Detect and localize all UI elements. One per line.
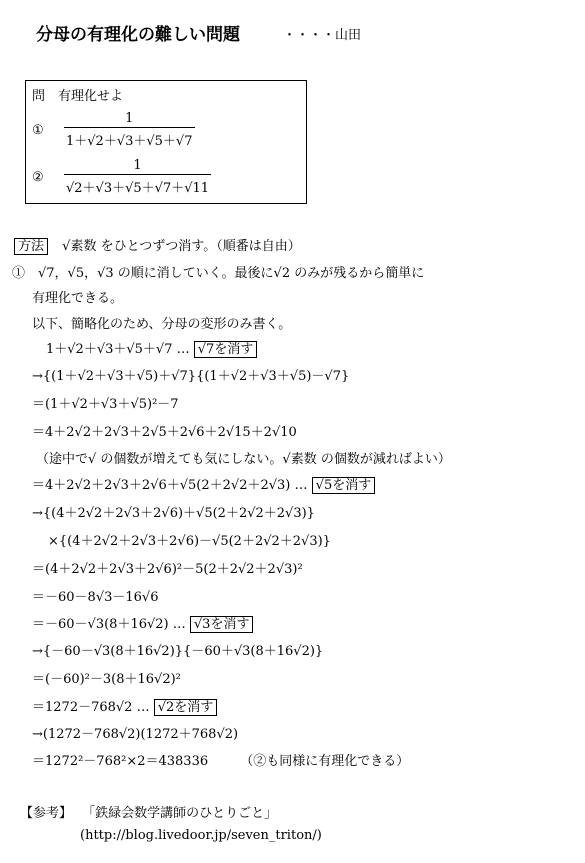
fraction-1 bbox=[64, 111, 195, 149]
question-box bbox=[25, 80, 307, 204]
item1-label: ① bbox=[32, 123, 44, 138]
step-15-note: （②も同様に有理化できる） bbox=[240, 754, 410, 769]
step-15 bbox=[32, 750, 409, 769]
step-10-expression: ＝－60－√3(8＋16√2) … bbox=[32, 617, 186, 632]
method-label: 方法 bbox=[14, 238, 48, 255]
question-heading: 問 有理化せよ bbox=[32, 89, 124, 104]
fraction-1-numerator: 1 bbox=[125, 111, 134, 126]
step-10 bbox=[32, 613, 253, 632]
step-3: ＝(1＋√2＋√3＋√5)²－7 bbox=[32, 397, 179, 412]
step-5-tag: √5を消す bbox=[312, 477, 376, 494]
step-7: ×{(4＋2√2＋2√3＋2√6)－√5(2＋2√2＋2√3)} bbox=[48, 534, 331, 549]
step-9: ＝－60－8√3－16√6 bbox=[32, 590, 159, 605]
fraction-2-denominator: √2＋√3＋√5＋√7＋√11 bbox=[64, 174, 211, 196]
solution-line-2: 有理化できる。 bbox=[32, 291, 124, 306]
step-5 bbox=[32, 474, 375, 493]
step-13-expression: ＝1272－768√2 … bbox=[32, 700, 150, 715]
step-14: →(1272－768√2)(1272＋768√2) bbox=[32, 727, 239, 742]
step-2: →{(1＋√2＋√3＋√5)＋√7}{(1＋√2＋√3＋√5)－√7} bbox=[32, 369, 350, 384]
step-15-expression: ＝1272²－768²×2＝438336 bbox=[32, 754, 209, 769]
step-11: →{－60－√3(8＋16√2)}{－60＋√3(8＋16√2)} bbox=[32, 644, 324, 659]
author-name: ・・・・山田 bbox=[283, 28, 362, 43]
fraction-2-numerator: 1 bbox=[133, 158, 142, 173]
solution-line-3: 以下、簡略化のため、分母の変形のみ書く。 bbox=[32, 317, 292, 332]
step-6: →{(4＋2√2＋2√3＋2√6)＋√5(2＋2√2＋2√3)} bbox=[32, 506, 315, 521]
step-1-tag: √7を消す bbox=[194, 341, 258, 358]
step-4: ＝4＋2√2＋2√3＋2√5＋2√6＋2√15＋2√10 bbox=[32, 425, 297, 440]
step-1 bbox=[46, 338, 257, 357]
reference-label: 【参考】 bbox=[20, 806, 73, 821]
item2-label: ② bbox=[32, 170, 44, 185]
step-8: ＝(4＋2√2＋2√3＋2√6)²－5(2＋2√2＋2√3)² bbox=[32, 562, 303, 577]
page-title: 分母の有理化の難しい問題 bbox=[36, 25, 240, 45]
note-line: （途中で√ の個数が増えても気にしない。√素数 の個数が減ればよい） bbox=[36, 452, 451, 467]
reference-line bbox=[20, 802, 277, 821]
solution-line-1: ① √7，√5，√3 の順に消していく。最後に√2 のみが残るから簡単に bbox=[12, 266, 425, 281]
method-row bbox=[14, 235, 301, 254]
step-1-expression: 1＋√2＋√3＋√5＋√7 … bbox=[46, 342, 190, 357]
method-text: √素数 をひとつずつ消す。（順番は自由） bbox=[62, 239, 301, 254]
fraction-2 bbox=[64, 158, 211, 196]
step-13 bbox=[32, 696, 217, 715]
fraction-1-denominator: 1＋√2＋√3＋√5＋√7 bbox=[64, 127, 195, 149]
reference-title: 「鉄緑会数学講師のひとりごと」 bbox=[82, 806, 278, 821]
step-10-tag: √3を消す bbox=[190, 616, 254, 633]
reference-url[interactable]: (http://blog.livedoor.jp/seven_triton/) bbox=[80, 828, 322, 843]
step-5-expression: ＝4＋2√2＋2√3＋2√6＋√5(2＋2√2＋2√3) … bbox=[32, 478, 308, 493]
step-12: ＝(－60)²－3(8＋16√2)² bbox=[32, 672, 181, 687]
step-13-tag: √2を消す bbox=[154, 699, 218, 716]
